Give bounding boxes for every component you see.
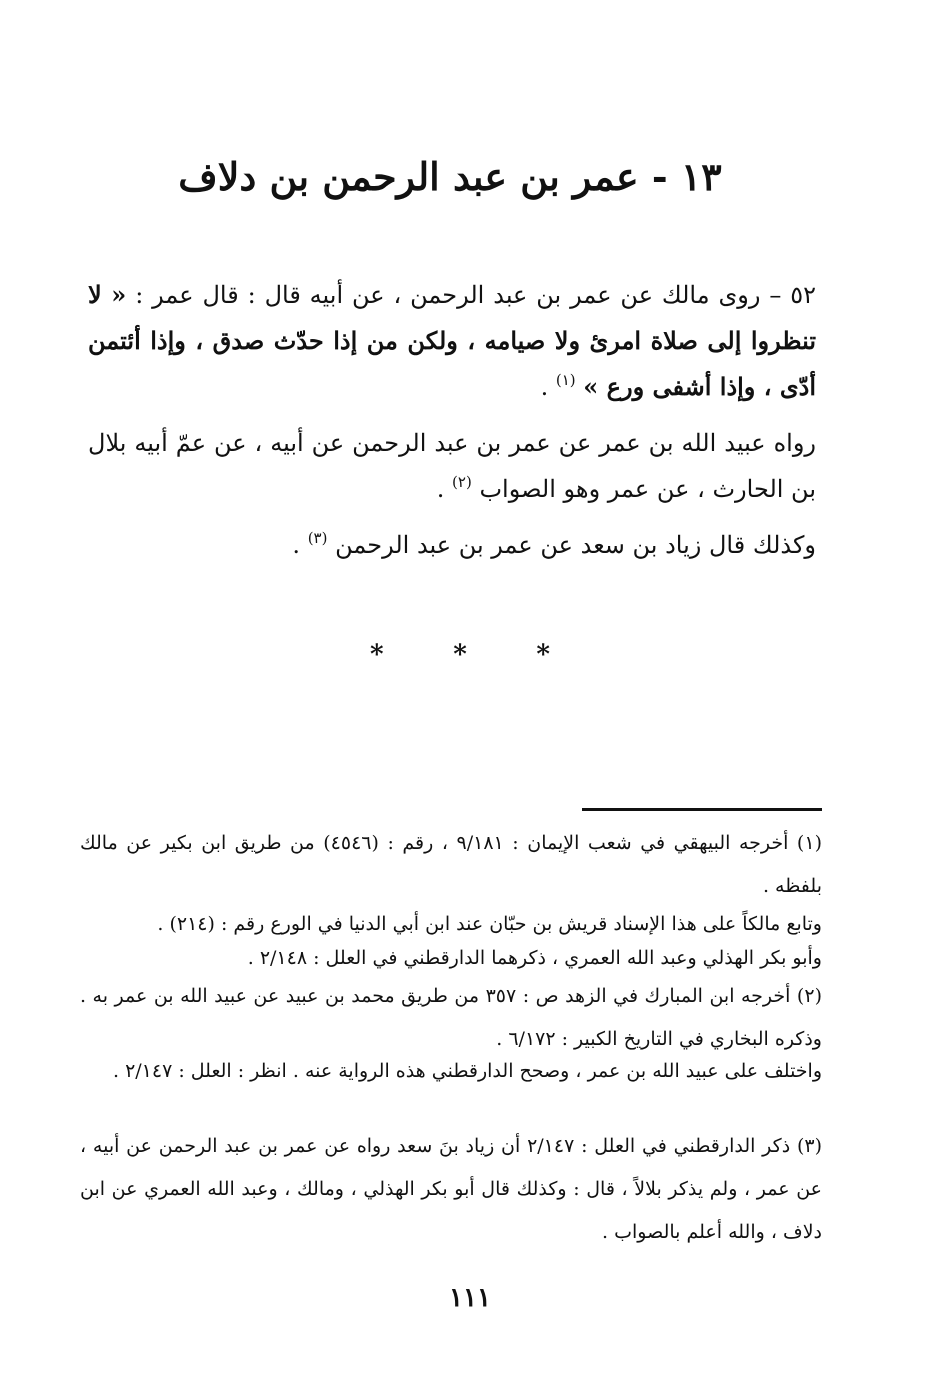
narration-end: .	[436, 475, 445, 503]
separator-star: *	[536, 640, 550, 670]
footnote-2: (٢) أخرجه ابن المبارك في الزهد ص : ٣٥٧ من طريق محمد بن عبيد عن عبيد الله بن عمر به . وذكره البخاري في التاريخ الكبير : ٦/١٧٢ .	[80, 985, 822, 1050]
separator-star: *	[453, 640, 467, 670]
footnote-ref-3[interactable]: (٣)	[307, 529, 328, 547]
chapter-heading: ١٣ - عمر بن عبد الرحمن بن دلاف	[178, 154, 722, 199]
hadith-intro: ٥٢ – روى مالك عن عمر بن عبد الرحمن ، عن أبيه قال : قال عمر :	[135, 281, 817, 309]
hadith-quote: « لا تنظروا إلى صلاة امرئ ولا صيامه ، ولكن من إذا حدّث صدق ، وإذا أئتمن أدّى ، وإذا أشفى ورع »	[88, 280, 816, 401]
ziyad-end: .	[292, 531, 301, 559]
footnote-ref-1[interactable]: (١)	[555, 371, 576, 389]
footnote-3: (٣) ذكر الدارقطني في العلل : ٢/١٤٧ أن زياد بنَ سعد رواه عن عمر بن عبد الرحمن عن أبيه ، عن عمر ، ولم يذكر بلالاً ، قال : وكذلك قال أبو بكر الهذلي ، ومالك ، وعبد الله العمري عن ابن دلاف ، والله أعلم بالصواب .	[80, 1135, 822, 1243]
footnote-1-note-b: وأبو بكر الهذلي وعبد الله العمري ، ذكرهما الدارقطني في العلل : ٢/١٤٨ .	[247, 947, 822, 969]
hadith-end: .	[540, 373, 549, 401]
page-number: ١١١	[449, 1283, 491, 1313]
section-separator	[370, 640, 550, 670]
narration-text: رواه عبيد الله بن عمر عن عمر بن عبد الرحمن عن أبيه ، عن عمّ أبيه بلال بن الحارث ، عن عمر وهو الصواب	[88, 429, 816, 503]
footnote-divider	[582, 808, 822, 811]
ziyad-text: وكذلك قال زياد بن سعد عن عمر بن عبد الرحمن	[335, 531, 816, 559]
narration-paragraph	[88, 420, 816, 512]
separator-star: *	[370, 640, 384, 670]
footnote-2-note: واختلف على عبيد الله بن عمر ، وصحح الدارقطني هذه الرواية عنه . انظر : العلل : ٢/١٤٧ .	[112, 1060, 822, 1082]
ziyad-paragraph	[88, 522, 816, 568]
footnote-ref-2[interactable]: (٢)	[452, 473, 472, 491]
hadith-paragraph	[88, 272, 816, 410]
footnote-1: (١) أخرجه البيهقي في شعب الإيمان : ٩/١٨١ ، رقم : (٤٥٤٦) من طريق ابن بكير عن مالك بلفظه .	[80, 832, 822, 897]
footnote-1-note-a: وتابع مالكاً على هذا الإسناد قريش بن حبّان عند ابن أبي الدنيا في الورع رقم : (٢١٤) .	[157, 913, 822, 935]
